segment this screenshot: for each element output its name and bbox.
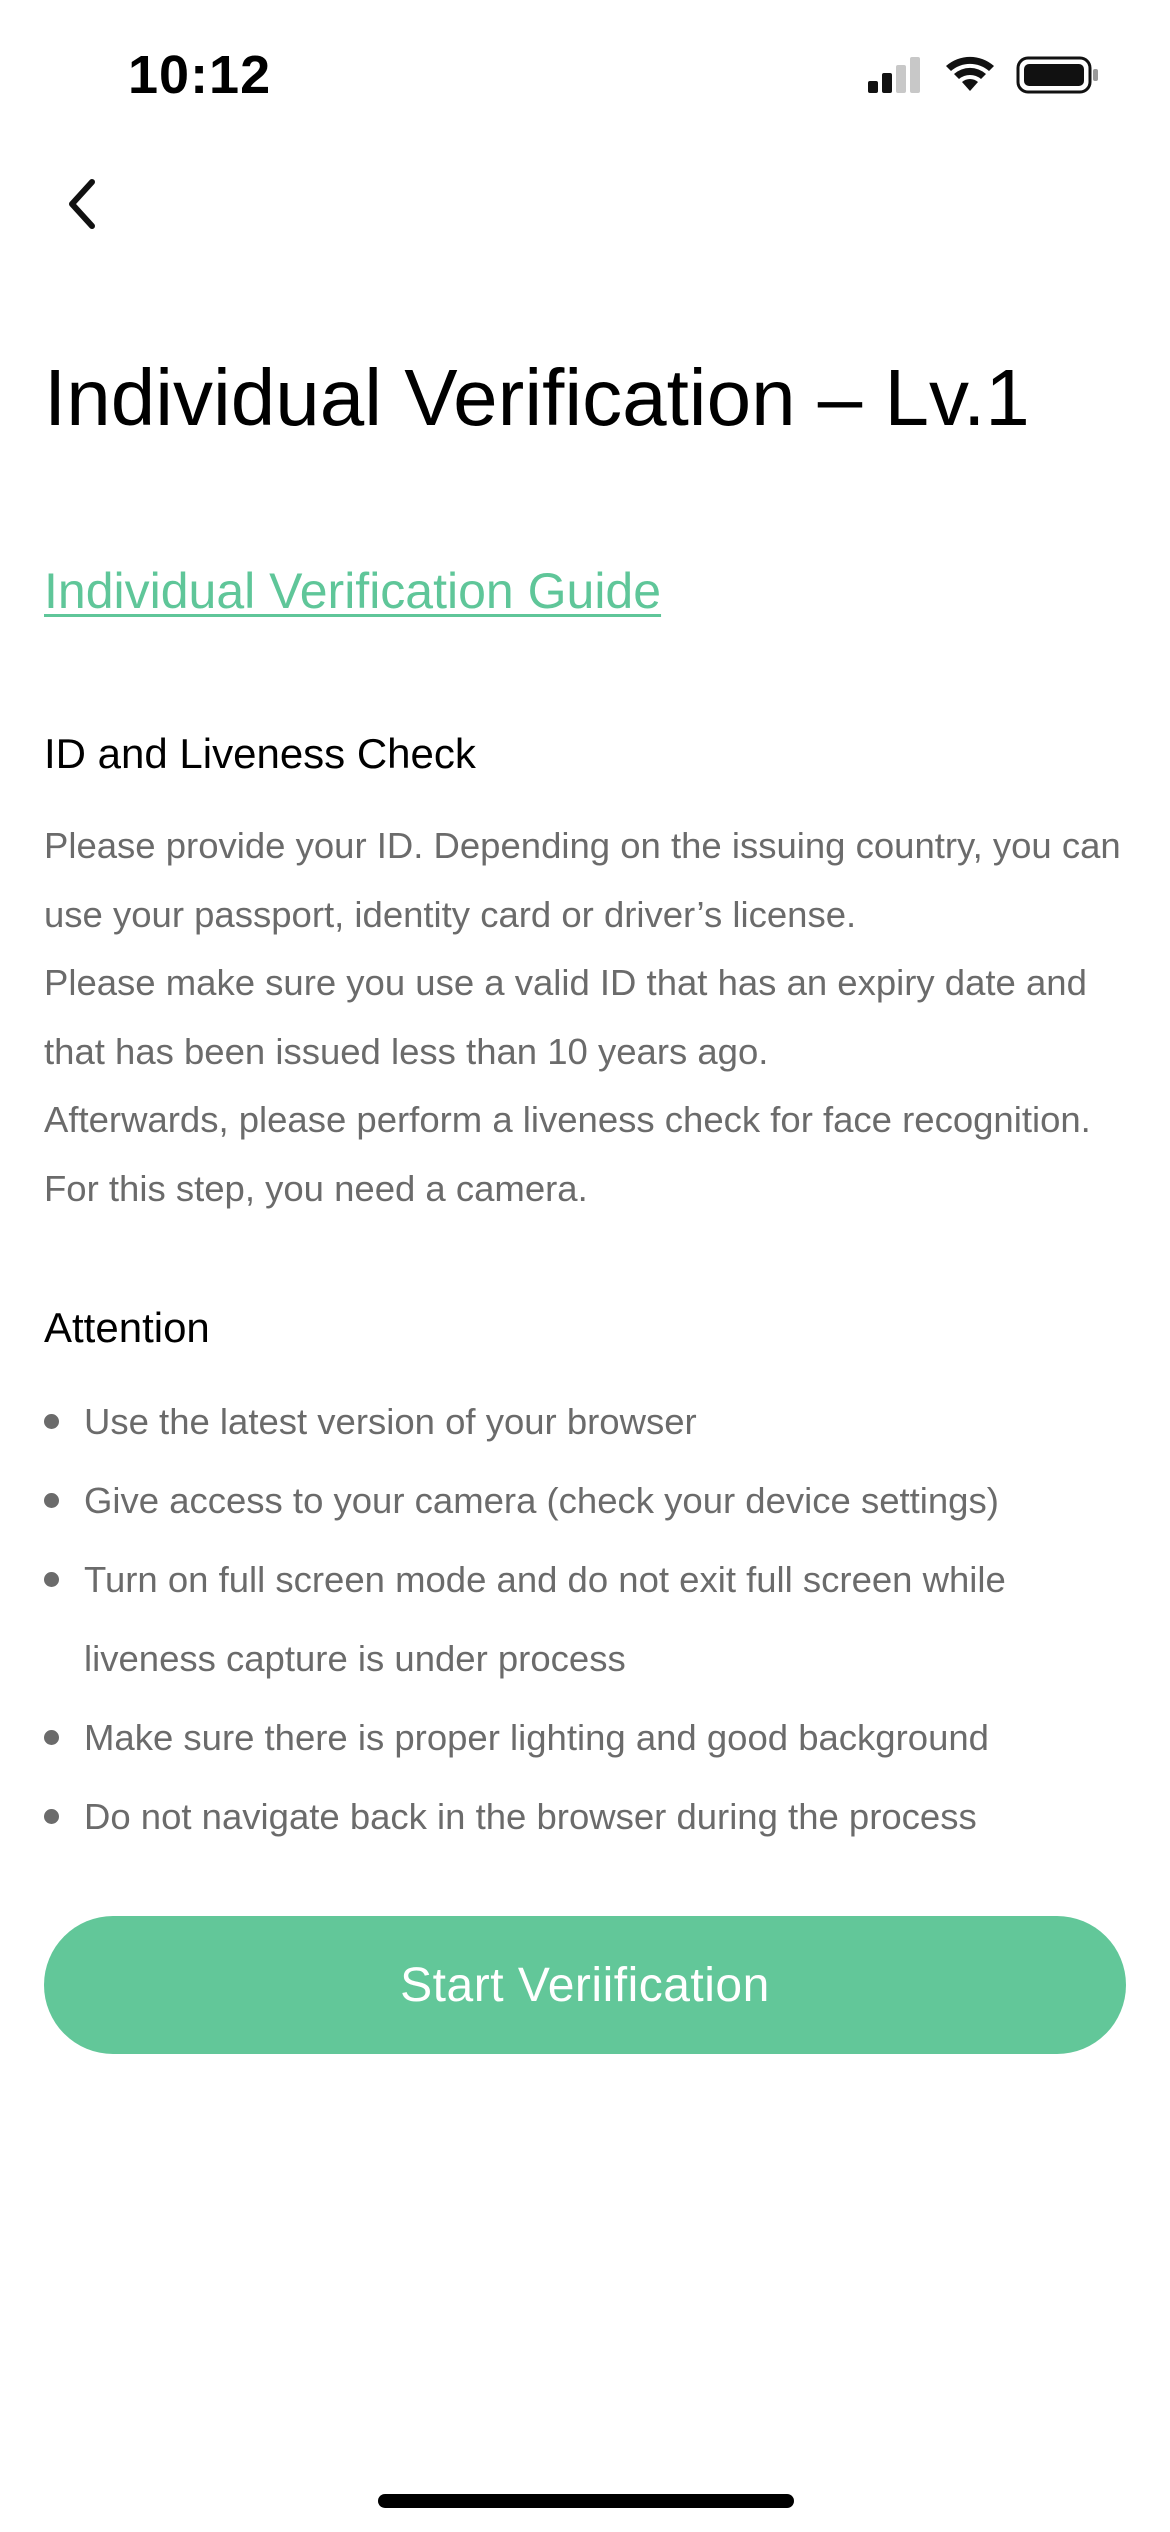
back-button[interactable]: [44, 168, 120, 244]
battery-icon: [1016, 55, 1100, 100]
status-bar: [0, 0, 1170, 150]
attention-item: [44, 1698, 1134, 1777]
attention-item-text: Make sure there is proper lighting and good background: [84, 1717, 989, 1758]
page-title: Individual Verification – Lv.1: [44, 353, 1030, 442]
id-check-heading: ID and Liveness Check: [44, 730, 476, 777]
bullet-icon: [44, 1493, 59, 1508]
verification-guide-link[interactable]: Individual Verification Guide: [44, 563, 662, 619]
home-indicator[interactable]: [378, 2494, 794, 2508]
id-check-paragraph: Afterwards, please perform a liveness check for face recognition. For this step, you need a camera.: [44, 1099, 1091, 1209]
bullet-icon: [44, 1730, 59, 1745]
bullet-icon: [44, 1572, 59, 1587]
attention-item: [44, 1777, 1134, 1856]
attention-item: [44, 1382, 1134, 1461]
status-icons: [866, 52, 1100, 102]
attention-item: [44, 1461, 1134, 1540]
status-time: 10:12: [128, 45, 272, 105]
id-check-description: [44, 812, 1134, 1223]
id-check-paragraph: Please make sure you use a valid ID that has an expiry date and that has been issued less than 10 years ago.: [44, 962, 1087, 1072]
start-verification-button[interactable]: Start Veriification: [44, 1916, 1126, 2054]
bullet-icon: [44, 1809, 59, 1824]
attention-item: [44, 1540, 1134, 1698]
attention-list: [44, 1382, 1134, 1856]
chevron-left-icon: [62, 176, 102, 237]
id-check-paragraph: Please provide your ID. Depending on the issuing country, you can use your passport, identity card or driver’s license.: [44, 825, 1121, 935]
attention-item-text: Give access to your camera (check your device settings): [84, 1480, 999, 1521]
cellular-signal-icon: [866, 55, 924, 100]
wifi-icon: [944, 55, 996, 100]
attention-item-text: Use the latest version of your browser: [84, 1401, 697, 1442]
attention-heading: Attention: [44, 1304, 210, 1351]
bullet-icon: [44, 1414, 59, 1429]
attention-item-text: Turn on full screen mode and do not exit full screen while liveness capture is under process: [84, 1559, 1006, 1679]
attention-item-text: Do not navigate back in the browser during the process: [84, 1796, 977, 1837]
